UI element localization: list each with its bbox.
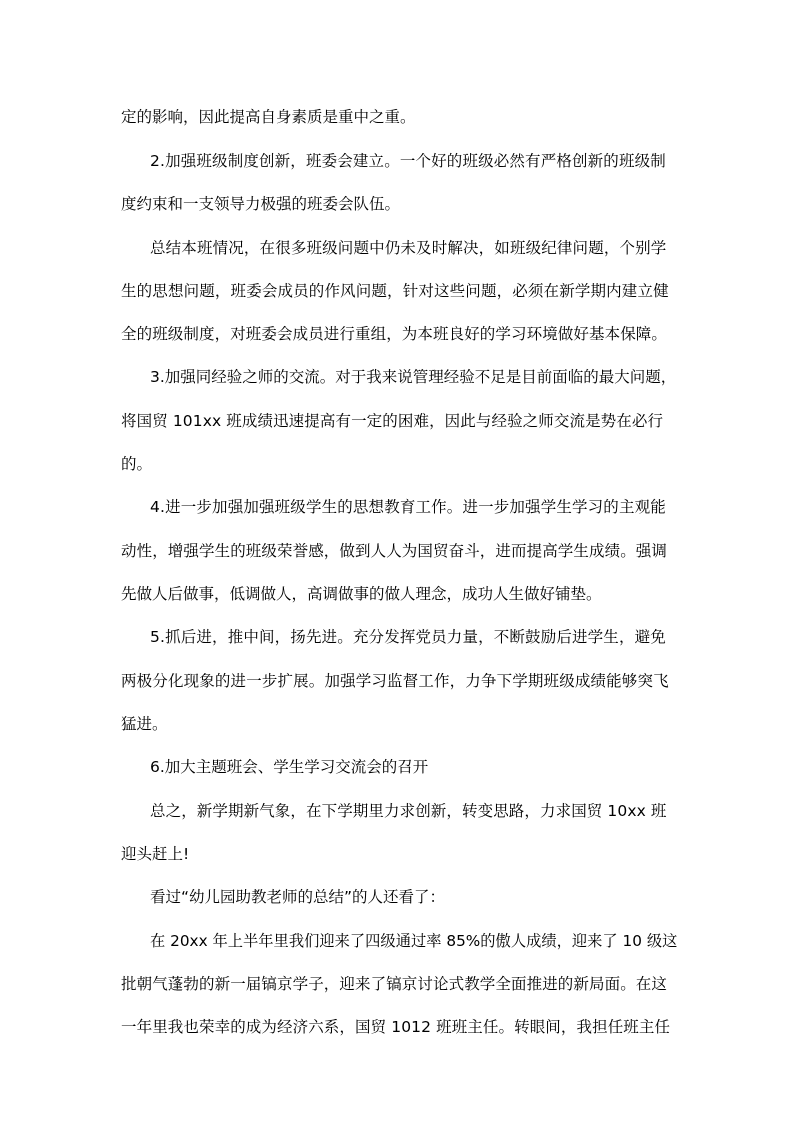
text-line: 生的思想问题，班委会成员的作风问题，针对这些问题，必须在新学期内建立健 bbox=[121, 282, 669, 300]
text-line: 迎头赶上! bbox=[121, 845, 190, 863]
text-line: 一年里我也荣幸的成为经济六系，国贸 1012 班班主任。转眼间，我担任班主任 bbox=[121, 1018, 671, 1036]
text-line: 批朝气蓬勃的新一届镐京学子，迎来了镐京讨论式教学全面推进的新局面。在这 bbox=[121, 975, 668, 993]
text-line: 的。 bbox=[121, 455, 153, 473]
text-line: 总之，新学期新气象，在下学期里力求创新，转变思路，力求国贸 10xx 班 bbox=[150, 802, 667, 820]
text-line: 全的班级制度，对班委会成员进行重组，为本班良好的学习环境做好基本保障。 bbox=[121, 325, 668, 343]
text-line: 看过“幼儿园助教老师的总结”的人还看了： bbox=[150, 888, 446, 906]
text-line: 在 20xx 年上半年里我们迎来了四级通过率 85%的傲人成绩，迎来了 10 级这 bbox=[150, 932, 678, 950]
text-line: 总结本班情况，在很多班级问题中仍未及时解决，如班级纪律问题，个别学 bbox=[150, 239, 667, 257]
text-line: 度约束和一支领导力极强的班委会队伍。 bbox=[121, 195, 401, 213]
text-line: 将国贸 101xx 班成绩迅速提高有一定的困难，因此与经验之师交流是势在必行 bbox=[121, 412, 664, 430]
text-line: 猛进。 bbox=[121, 715, 168, 733]
text-line: 两极分化现象的进一步扩展。加强学习监督工作，力争下学期班级成绩能够突飞 bbox=[121, 672, 669, 690]
text-line: 3.加强同经验之师的交流。对于我来说管理经验不足是目前面临的最大问题， bbox=[150, 368, 677, 386]
text-line: 动性，增强学生的班级荣誉感，做到人人为国贸奋斗，进而提高学生成绩。强调 bbox=[121, 542, 668, 560]
text-line: 2.加强班级制度创新，班委会建立。一个好的班级必然有严格创新的班级制 bbox=[150, 152, 666, 170]
text-line: 6.加大主题班会、学生学习交流会的召开 bbox=[150, 758, 429, 776]
text-line: 4.进一步加强加强班级学生的思想教育工作。进一步加强学生学习的主观能 bbox=[150, 498, 666, 516]
text-line: 先做人后做事，低调做人，高调做事的做人理念，成功人生做好铺垫。 bbox=[121, 585, 602, 603]
text-line: 定的影响，因此提高自身素质是重中之重。 bbox=[121, 108, 416, 126]
text-line: 5.抓后进，推中间，扬先进。充分发挥党员力量，不断鼓励后进学生，避免 bbox=[150, 628, 666, 646]
